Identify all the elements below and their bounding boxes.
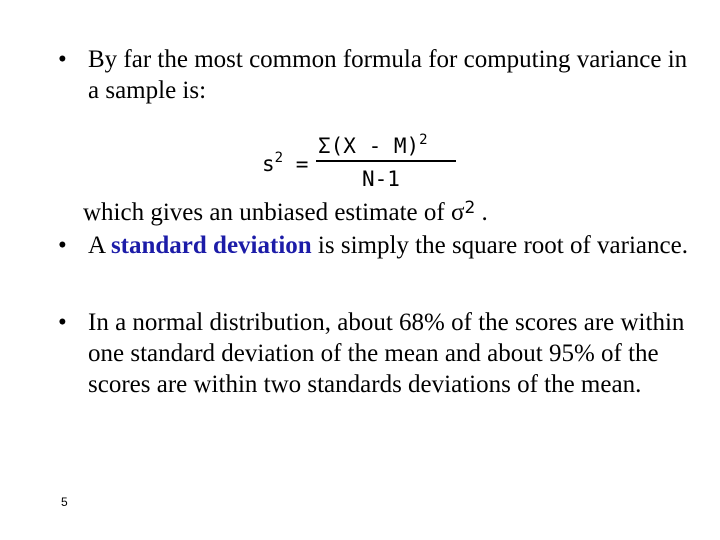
variance-formula: [258, 132, 458, 192]
bullet-variance-formula-intro: [58, 44, 698, 106]
bullet-text: By far the most common formula for computing variance in a sample is:: [88, 46, 688, 104]
fraction-bar: [316, 160, 456, 162]
unbiased-estimate-text: which gives an unbiased estimate of σ: [83, 199, 465, 226]
sigma-exponent: 2: [464, 198, 476, 218]
formula-numerator-exponent: 2: [419, 132, 428, 148]
formula-lhs-symbol: s: [262, 152, 275, 176]
bullet-icon: •: [58, 46, 67, 73]
formula-numerator: [318, 132, 428, 158]
formula-equals: =: [295, 152, 309, 176]
formula-numerator-text: Σ(X - M): [318, 134, 420, 158]
bullet-icon: •: [58, 232, 67, 259]
formula-lhs-exponent: 2: [274, 150, 284, 166]
bullet-icon: •: [58, 309, 67, 336]
page-number: 5: [61, 495, 68, 509]
bullet-text-suffix: is simply the square root of variance.: [311, 232, 688, 259]
bullet-standard-deviation: [58, 230, 698, 261]
bullet-text: In a normal distribution, about 68% of the scores are within one standard deviation of the mean and about 95% of the scores are within two standards deviations of the mean.: [88, 309, 685, 398]
bullet-text-prefix: A: [88, 232, 111, 259]
standard-deviation-term: standard deviation: [110, 232, 312, 259]
formula-denominator: N-1: [362, 167, 400, 191]
formula-lhs: [262, 150, 308, 176]
unbiased-estimate-period: .: [481, 199, 488, 226]
unbiased-estimate-note: [83, 193, 488, 228]
bullet-normal-distribution: [58, 307, 698, 400]
bullet-text: [88, 230, 698, 261]
